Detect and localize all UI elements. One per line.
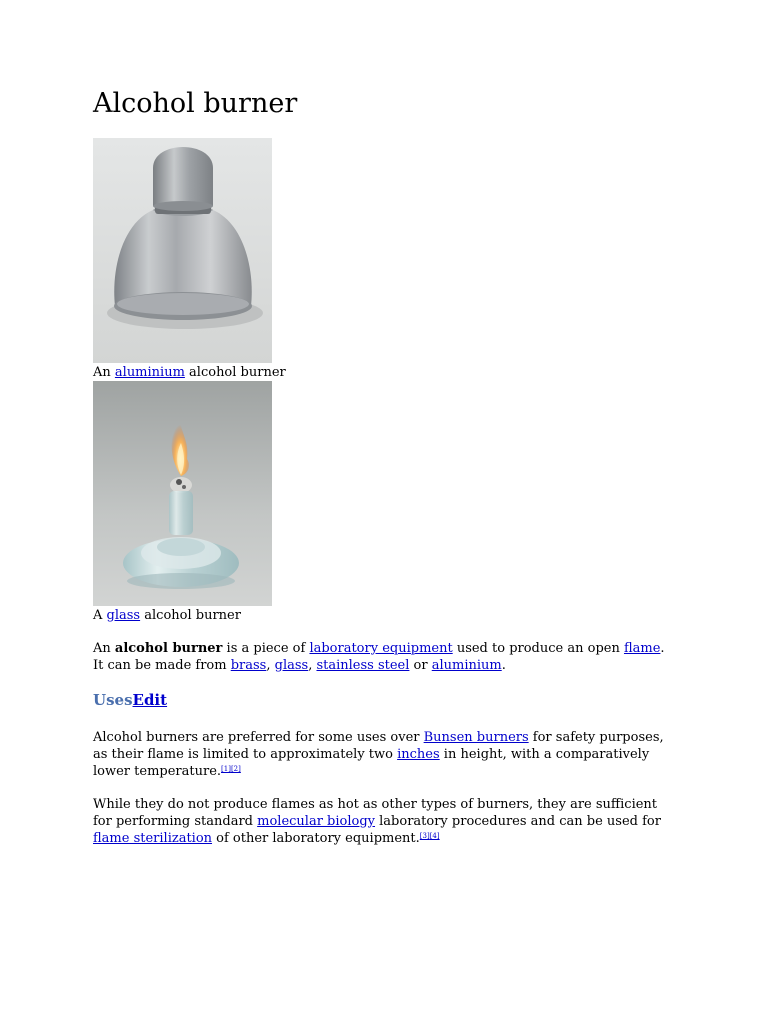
term-alcohol-burner: alcohol burner — [114, 641, 223, 656]
link-glass-caption[interactable]: glass — [106, 608, 141, 623]
link-molecular-biology[interactable]: molecular biology — [257, 814, 376, 829]
citation-refs-3-4 — [420, 832, 440, 840]
link-stainless-steel[interactable]: stainless steel — [316, 658, 410, 673]
aluminium-burner-image — [93, 138, 272, 363]
section-heading-uses: UsesEdit — [93, 691, 168, 709]
intro-paragraph: An alcohol burner is a piece of laboratory equipment used to produce an open flame. It can be made from brass, glass, stainless steel or aluminium. — [93, 641, 665, 673]
citation-3[interactable]: [3] — [419, 832, 430, 840]
link-glass[interactable]: glass — [274, 658, 309, 673]
link-flame-sterilization[interactable]: flame sterilization — [93, 831, 213, 846]
edit-section-link[interactable]: Edit — [132, 691, 168, 709]
uses-paragraph-1: Alcohol burners are preferred for some uses over Bunsen burners for safety purposes, as their flame is limited to approximately two inches in height, with a comparatively lower temperature.[1][2] — [93, 730, 664, 779]
citation-2[interactable]: [2] — [230, 765, 241, 773]
link-aluminium-intro[interactable]: aluminium — [431, 658, 502, 673]
figure-caption-aluminium: An aluminium alcohol burner — [93, 365, 286, 380]
uses-paragraph-2: While they do not produce flames as hot as other types of burners, they are sufficient for performing standard molecular biology laboratory procedures and can be used for flame sterilization of other laboratory equipment.[3][4] — [93, 797, 661, 846]
figure-caption-glass: A glass alcohol burner — [93, 608, 241, 623]
link-laboratory-equipment[interactable]: laboratory equipment — [309, 641, 453, 656]
citation-1[interactable]: [1] — [221, 765, 231, 773]
link-aluminium[interactable]: aluminium — [114, 365, 185, 380]
link-brass[interactable]: brass — [230, 658, 267, 673]
citation-4[interactable]: [4] — [429, 832, 440, 840]
glass-burner-image — [93, 381, 272, 606]
link-inches[interactable]: inches — [397, 747, 440, 762]
link-bunsen-burners[interactable]: Bunsen burners — [423, 730, 529, 745]
page-title: Alcohol burner — [93, 88, 298, 119]
citation-refs-1-2 — [221, 765, 241, 773]
link-flame[interactable]: flame — [623, 641, 661, 656]
